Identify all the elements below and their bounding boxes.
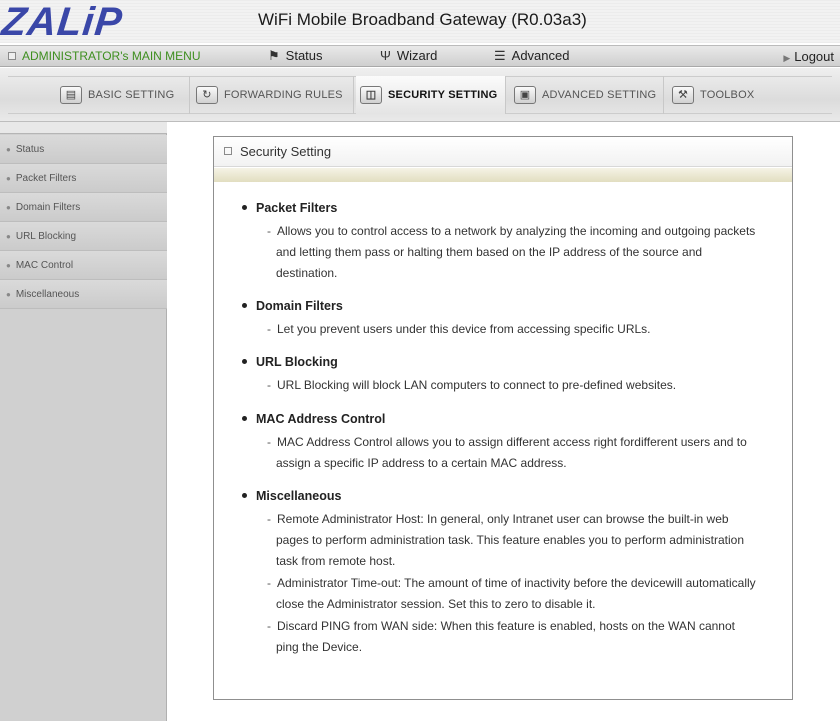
panel-header: Security Setting xyxy=(214,137,792,167)
section-mac-address-control: MAC Address Control xyxy=(242,412,385,426)
url-blocking-description: - URL Blocking will block LAN computers to connect to pre-defined websites. xyxy=(267,378,677,392)
wizard-icon: Ψ xyxy=(380,48,391,63)
tab-security-setting[interactable]: ◫ SECURITY SETTING xyxy=(356,76,506,114)
menu-advanced[interactable]: ☰ Advanced xyxy=(494,48,570,63)
sidebar-item-mac-control[interactable]: ● MAC Control xyxy=(0,251,167,280)
bullet-icon: ● xyxy=(6,261,11,270)
packet-filters-description: - Allows you to control access to a network by analyzing the incoming and outgoing packets and letting them pass or halting them based on the IP address of the source and destination. xyxy=(267,224,756,280)
arrow-right-icon: ▶ xyxy=(783,53,791,63)
bullet-icon: ● xyxy=(6,203,11,212)
header xyxy=(0,0,840,43)
main-menu-bar xyxy=(0,45,840,67)
sidebar-item-miscellaneous[interactable]: ● Miscellaneous xyxy=(0,280,167,309)
menu-status[interactable]: ⚑ Status xyxy=(268,48,323,63)
tab-advanced-setting[interactable]: ▣ ADVANCED SETTING xyxy=(514,76,664,114)
menu-wizard[interactable]: Ψ Wizard xyxy=(380,48,438,63)
forwarding-rules-icon: ↻ xyxy=(196,86,218,104)
bullet-icon: ● xyxy=(6,290,11,299)
security-setting-icon: ◫ xyxy=(360,86,382,104)
section-miscellaneous: Miscellaneous xyxy=(242,489,341,503)
admin-main-menu-label: ADMINISTRATOR's MAIN MENU xyxy=(8,49,201,63)
basic-setting-icon: ▤ xyxy=(60,86,82,104)
sidebar-top-strip xyxy=(0,122,167,134)
miscellaneous-ping-description: - Discard PING from WAN side: When this feature is enabled, hosts on the WAN cannot ping the Device. xyxy=(267,619,735,654)
sidebar-item-url-blocking[interactable]: ● URL Blocking xyxy=(0,222,167,251)
bullet-icon xyxy=(242,416,247,421)
section-packet-filters: Packet Filters xyxy=(242,201,337,215)
bullet-icon: ● xyxy=(6,145,11,154)
logout-link[interactable]: ▶ Logout xyxy=(783,49,834,64)
mac-address-control-description: - MAC Address Control allows you to assign different access right fordifferent users and to assign a specific IP address to a certain MAC address. xyxy=(267,435,747,470)
tab-forwarding-rules[interactable]: ↻ FORWARDING RULES xyxy=(196,76,354,114)
sidebar-item-packet-filters[interactable]: ● Packet Filters xyxy=(0,164,167,193)
security-setting-panel xyxy=(213,136,793,700)
square-icon xyxy=(224,147,232,155)
tab-toolbox[interactable]: ⚒ TOOLBOX xyxy=(672,76,782,114)
bullet-icon xyxy=(242,205,247,210)
section-domain-filters: Domain Filters xyxy=(242,299,343,313)
bullet-icon: ● xyxy=(6,232,11,241)
tab-basic-setting[interactable]: ▤ BASIC SETTING xyxy=(60,76,190,114)
advanced-setting-icon: ▣ xyxy=(514,86,536,104)
sidebar-item-domain-filters[interactable]: ● Domain Filters xyxy=(0,193,167,222)
bullet-icon: ● xyxy=(6,174,11,183)
advanced-icon: ☰ xyxy=(494,48,506,63)
panel-header-band xyxy=(214,168,792,182)
sidebar-item-status[interactable]: ● Status xyxy=(0,135,167,164)
brand-logo: ZALiP xyxy=(0,0,125,44)
page-title: WiFi Mobile Broadband Gateway (R0.03a3) xyxy=(258,10,587,29)
square-icon xyxy=(8,52,16,60)
status-icon: ⚑ xyxy=(268,48,280,63)
section-url-blocking: URL Blocking xyxy=(242,355,338,369)
miscellaneous-timeout-description: - Administrator Time-out: The amount of time of inactivity before the devicewill automatically close the Administrator session. Set this to zero to disable it. xyxy=(267,576,756,611)
bullet-icon xyxy=(242,493,247,498)
bullet-icon xyxy=(242,303,247,308)
sidebar xyxy=(0,122,167,721)
toolbox-icon: ⚒ xyxy=(672,86,694,104)
bullet-icon xyxy=(242,359,247,364)
miscellaneous-remote-admin-description: - Remote Administrator Host: In general, only Intranet user can browse the built-in web pages to perform administration task. This feature enables you to perform administration task from remote host. xyxy=(267,512,745,568)
domain-filters-description: - Let you prevent users under this device from accessing specific URLs. xyxy=(267,322,651,336)
